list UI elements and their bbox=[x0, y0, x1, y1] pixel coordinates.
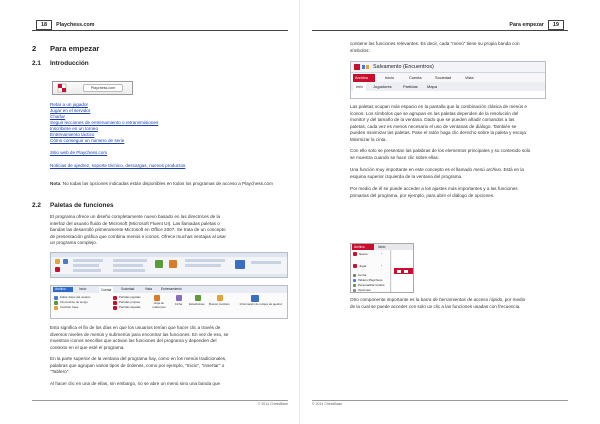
paragraph-funcion bbox=[350, 167, 586, 180]
chapter-number: 2 bbox=[32, 44, 37, 53]
game-window-screenshot bbox=[350, 61, 546, 99]
link-lecciones[interactable]: Seguir lecciones de entrenamiento o retransmisiones bbox=[50, 120, 159, 125]
link-jugar-servidor[interactable]: Jugar en el servidor bbox=[50, 108, 91, 113]
game-window-menu bbox=[351, 74, 546, 82]
chapter-heading bbox=[32, 44, 99, 53]
text-line: contiene las funciones relevantes. Es decir, cada "menú" tiene su propia banda con bbox=[350, 41, 520, 46]
text-line: de presentación gráfica que combina menús e iconos. Ofrece muchas ventajas al usar bbox=[50, 233, 226, 239]
text-line: interfaz del usuario fluido de Microsoft (Microsoft Fluent UI). Las llamadas paletas o bbox=[50, 220, 220, 226]
file-menu-screenshot bbox=[350, 243, 414, 293]
page-header-left bbox=[32, 19, 288, 31]
ribbon-titlebar bbox=[51, 253, 287, 257]
chevron-right-icon: › bbox=[381, 251, 382, 255]
text-line: un programa complejo. bbox=[50, 240, 97, 245]
ribbon-button-change-password[interactable]: Cambiar clave bbox=[60, 305, 79, 309]
paragraph-paletas bbox=[350, 104, 586, 143]
paragraph-otro bbox=[350, 297, 590, 310]
section-heading-intro bbox=[32, 60, 89, 67]
menu-inicio[interactable]: Inicio bbox=[385, 75, 395, 80]
menu-cuenta[interactable]: Cuenta bbox=[409, 75, 422, 80]
header-title: Playchess.com bbox=[56, 21, 95, 28]
board-icon bbox=[353, 279, 356, 282]
ribbon-button-own-games[interactable]: Partidas propias bbox=[119, 300, 140, 304]
games-icon bbox=[113, 306, 117, 310]
header-title: Para empezar bbox=[509, 21, 544, 28]
ribbon-label bbox=[113, 269, 145, 272]
ribbon-tab-inicio[interactable]: Inicio bbox=[79, 287, 87, 291]
statistics-icon bbox=[195, 295, 201, 301]
section-title: Paletas de funciones bbox=[50, 202, 114, 209]
user-edit-icon bbox=[54, 296, 58, 300]
section-heading-panels bbox=[32, 202, 114, 209]
text-line: Minimizar la cinta. bbox=[350, 136, 387, 142]
playchess-logo-box bbox=[52, 81, 133, 95]
text-line: contexto en el que esté el programa. bbox=[50, 344, 125, 350]
ribbon-button-icon bbox=[55, 259, 60, 264]
section-title: Introducción bbox=[50, 60, 89, 67]
text-line: paletas, cada vez es menos necesario el uso de ventanas de diálogo. También se bbox=[350, 123, 517, 129]
ribbon-button-icon bbox=[63, 259, 68, 264]
text-line: monitor y del tamaño de la ventana. Dado que se pueden añadir comandos a las bbox=[350, 117, 515, 122]
ribbon-button-clock-info[interactable]: Información de relojes de ajedrez bbox=[239, 302, 283, 306]
ribbon-panel bbox=[51, 293, 288, 319]
section-number: 2.2 bbox=[32, 202, 41, 209]
ribbon-button-adjourned-games[interactable]: Partidas dejadas bbox=[119, 305, 141, 309]
ribbon-tab-sociedad[interactable]: Sociedad bbox=[121, 287, 135, 291]
text-line: Esto significa el fin de los días en que los usuarios tenían que hacer clic a través de bbox=[50, 325, 221, 330]
backgrounds-icon bbox=[353, 284, 356, 287]
text-line: Por medio de él se puede acceder a los ajustes más importantes y a las funciones bbox=[350, 186, 518, 191]
link-sitio-web[interactable]: Sitio web de Playchess.com bbox=[50, 150, 108, 155]
quick-access-icons bbox=[354, 64, 370, 71]
ribbon-button-card[interactable]: Ficha bbox=[175, 302, 183, 306]
paragraph-clic: Al hacer clic en una de ellas, sin embargo, no se abre un menú sino una banda que bbox=[50, 381, 221, 386]
text-line: esquina superior izquierda de la ventana del programa. bbox=[350, 173, 463, 179]
ribbon-tab-archivo[interactable]: Archivo bbox=[53, 287, 73, 292]
term-menu-archivo: menú archivo bbox=[473, 167, 501, 172]
text-run: , por medio bbox=[502, 297, 526, 302]
playchess-logo-text: Playchess.com bbox=[83, 84, 123, 92]
paragraph-significa bbox=[50, 325, 290, 351]
ribbon-label bbox=[73, 269, 101, 272]
playchess-logo-icon bbox=[57, 83, 67, 93]
paragraph-medio bbox=[350, 186, 586, 199]
text-line: Con ello solo se presentan las palabras de los elementos principales y su contenido solo bbox=[350, 148, 531, 153]
search-changes-icon bbox=[217, 295, 223, 301]
ribbon-label bbox=[113, 259, 147, 262]
paragraph-contiene bbox=[350, 41, 586, 54]
menu-item-opciones[interactable]: Opciones bbox=[358, 288, 371, 292]
preview-letter bbox=[404, 270, 408, 273]
key-icon bbox=[54, 306, 58, 310]
games-icon bbox=[113, 301, 117, 305]
link-retar-jugador[interactable]: Retar a un jugador bbox=[50, 102, 89, 107]
file-menu-tab-archivo[interactable]: Archivo bbox=[352, 244, 374, 250]
tab-info[interactable]: Info bbox=[353, 82, 366, 91]
game-window-tabs bbox=[351, 82, 546, 91]
tab-mapa[interactable]: Mapa bbox=[427, 84, 438, 89]
page-number: 19 bbox=[548, 20, 564, 30]
chess-clock-icon bbox=[251, 295, 259, 302]
friend-info-icon bbox=[54, 301, 58, 305]
menu-vista[interactable]: Vista bbox=[465, 75, 474, 80]
file-menu-tab-inicio[interactable]: Inicio bbox=[378, 245, 386, 249]
play-icon bbox=[353, 264, 357, 268]
ribbon-button-friend-info[interactable]: Información de amigo bbox=[60, 300, 88, 304]
ribbon-button-relations[interactable]: Hoja de relaciones bbox=[152, 301, 166, 309]
ribbon-button-icon bbox=[169, 260, 177, 268]
text-line: pueden minimizar las paletas. Pase el ratón haga clic derecho sobre la paleta y escoja bbox=[350, 130, 526, 135]
text-line: bandas las desarrolló primeramente Microsoft en Office 2007. Se trata de un concepto bbox=[50, 227, 226, 232]
ribbon-button-played-games[interactable]: Partidas jugadas bbox=[119, 295, 141, 299]
text-line: Las paletas ocupan más espacio en la pantalla que la combinación clásica de menús e bbox=[350, 104, 527, 109]
game-window-title: Salvamento (Encuentros) bbox=[373, 64, 434, 70]
tab-partidas[interactable]: Partidas bbox=[403, 84, 418, 89]
term-quick-access: barra de herramientas de acceso rápido bbox=[420, 297, 503, 302]
menu-item-tablero[interactable]: Tablero Playchess bbox=[358, 278, 383, 282]
menu-item-fondos[interactable]: Personalizar fondos bbox=[358, 283, 385, 287]
ribbon-button-icon bbox=[235, 260, 245, 269]
card-icon bbox=[176, 295, 182, 301]
game-window-titlebar bbox=[351, 62, 546, 73]
text-line: se muestra cuando se hace clic sobre ellas. bbox=[350, 154, 440, 160]
ribbon-label bbox=[73, 264, 99, 267]
games-icon bbox=[113, 296, 117, 300]
text-line: palabras que agrupan varios tipos de órdenes, como por ejemplo, "Inicio", "Insertar" o bbox=[50, 362, 225, 368]
menu-sociedad[interactable]: Sociedad bbox=[435, 75, 452, 80]
text-run: . Está en la bbox=[500, 167, 524, 172]
text-run: Una función muy importante en este concepto es el llamado bbox=[350, 167, 474, 172]
section-number: 2.1 bbox=[32, 60, 41, 67]
text-line: El programa ofrece un diseño completamente nuevo basado en las directrices de la bbox=[50, 214, 221, 219]
text-line: símbolos: bbox=[350, 47, 370, 53]
text-line: muestran iconos sencillos que activan las funciones del programa y dependen del bbox=[50, 338, 217, 343]
note-label: Nota bbox=[50, 181, 61, 186]
tab-jugadores[interactable]: Jugadores bbox=[373, 84, 392, 89]
ribbon-tab-cuenta[interactable]: Cuenta bbox=[101, 288, 112, 292]
ribbon-label bbox=[185, 259, 225, 262]
paragraph-panels bbox=[50, 214, 290, 247]
text-line: de la cual se puede acceder con solo un clic a las funciones usadas con frecuencia. bbox=[350, 303, 521, 309]
chapter-title: Para empezar bbox=[50, 44, 100, 53]
text-line: En la parte superior de la ventana del programa hay, como en los menús tradicionales, bbox=[50, 356, 227, 361]
link-torneo[interactable]: Inscribirse en un torneo bbox=[50, 126, 99, 131]
chevron-right-icon: › bbox=[381, 263, 382, 267]
text-line: "Tablero". bbox=[50, 369, 70, 374]
file-menu-list bbox=[351, 250, 391, 293]
footer-left: © 2014 ChessBase bbox=[32, 400, 288, 406]
options-icon bbox=[353, 289, 356, 292]
footer-right: © 2014 ChessBase bbox=[312, 400, 568, 406]
menu-item-cerrar[interactable]: Cerrar bbox=[358, 273, 367, 277]
text-run: Otro componente importante es la bbox=[350, 297, 421, 302]
page-number: 18 bbox=[36, 20, 52, 30]
ribbon-screenshot-top bbox=[50, 252, 288, 278]
ribbon-screenshot-bottom bbox=[50, 285, 288, 319]
ribbon-label bbox=[185, 264, 221, 267]
page-header-right bbox=[312, 19, 568, 31]
paragraph-superior bbox=[50, 356, 290, 376]
ribbon-button-icon bbox=[155, 260, 163, 268]
ribbon-button-statistics[interactable]: Estadísticas bbox=[189, 302, 205, 306]
ribbon-group-labels bbox=[51, 274, 287, 277]
ribbon-label bbox=[113, 264, 143, 267]
close-icon bbox=[353, 274, 356, 277]
ribbon-label bbox=[73, 259, 103, 262]
preview-letter bbox=[397, 270, 401, 273]
new-icon bbox=[353, 252, 357, 256]
ribbon-button-edit-user[interactable]: Editar datos del usuario bbox=[60, 295, 91, 299]
link-charlar[interactable]: Charlar bbox=[50, 114, 66, 119]
game-window-body bbox=[351, 91, 546, 99]
ribbon-button-search-changes[interactable]: Buscar cambios bbox=[209, 302, 230, 306]
menu-item-nuevo[interactable]: Nuevo bbox=[359, 251, 368, 256]
paragraph-ello bbox=[350, 148, 586, 161]
text-line: primarias del programa, por ejemplo, para abrir el diálogo de opciones. bbox=[350, 192, 495, 198]
menu-item-jugar[interactable]: Jugar bbox=[359, 263, 367, 268]
link-numero-serie[interactable]: Cómo conseguir un número de serie bbox=[50, 138, 125, 143]
link-noticias[interactable]: Noticias de ajedrez, soporte técnico, descargas, nuevos productos bbox=[50, 163, 186, 168]
ribbon-label bbox=[251, 261, 281, 264]
ribbon-tab-entrenamiento[interactable]: Entrenamiento bbox=[161, 287, 182, 291]
ribbon-button-icon bbox=[55, 267, 60, 272]
file-menu-preview bbox=[392, 250, 414, 293]
ribbon-tab-vista[interactable]: Vista bbox=[145, 287, 153, 291]
note-paragraph bbox=[50, 181, 286, 188]
text-line: diversos niveles de menús y submenús para encontrar las funciones. En vez de eso, se bbox=[50, 331, 229, 337]
menu-archivo[interactable]: Archivo bbox=[353, 74, 375, 82]
link-entrenamiento-tactico[interactable]: Entrenamiento táctico bbox=[50, 132, 95, 137]
text-line: iconos. Los símbolos que se agrupan en las paletas dependen de la resolución del bbox=[350, 110, 519, 116]
note-text: : No todas las opciones indicadas están disponibles en todos los programas de acceso a Playchess.com bbox=[60, 181, 273, 186]
ribbon-tab-row bbox=[51, 286, 288, 293]
